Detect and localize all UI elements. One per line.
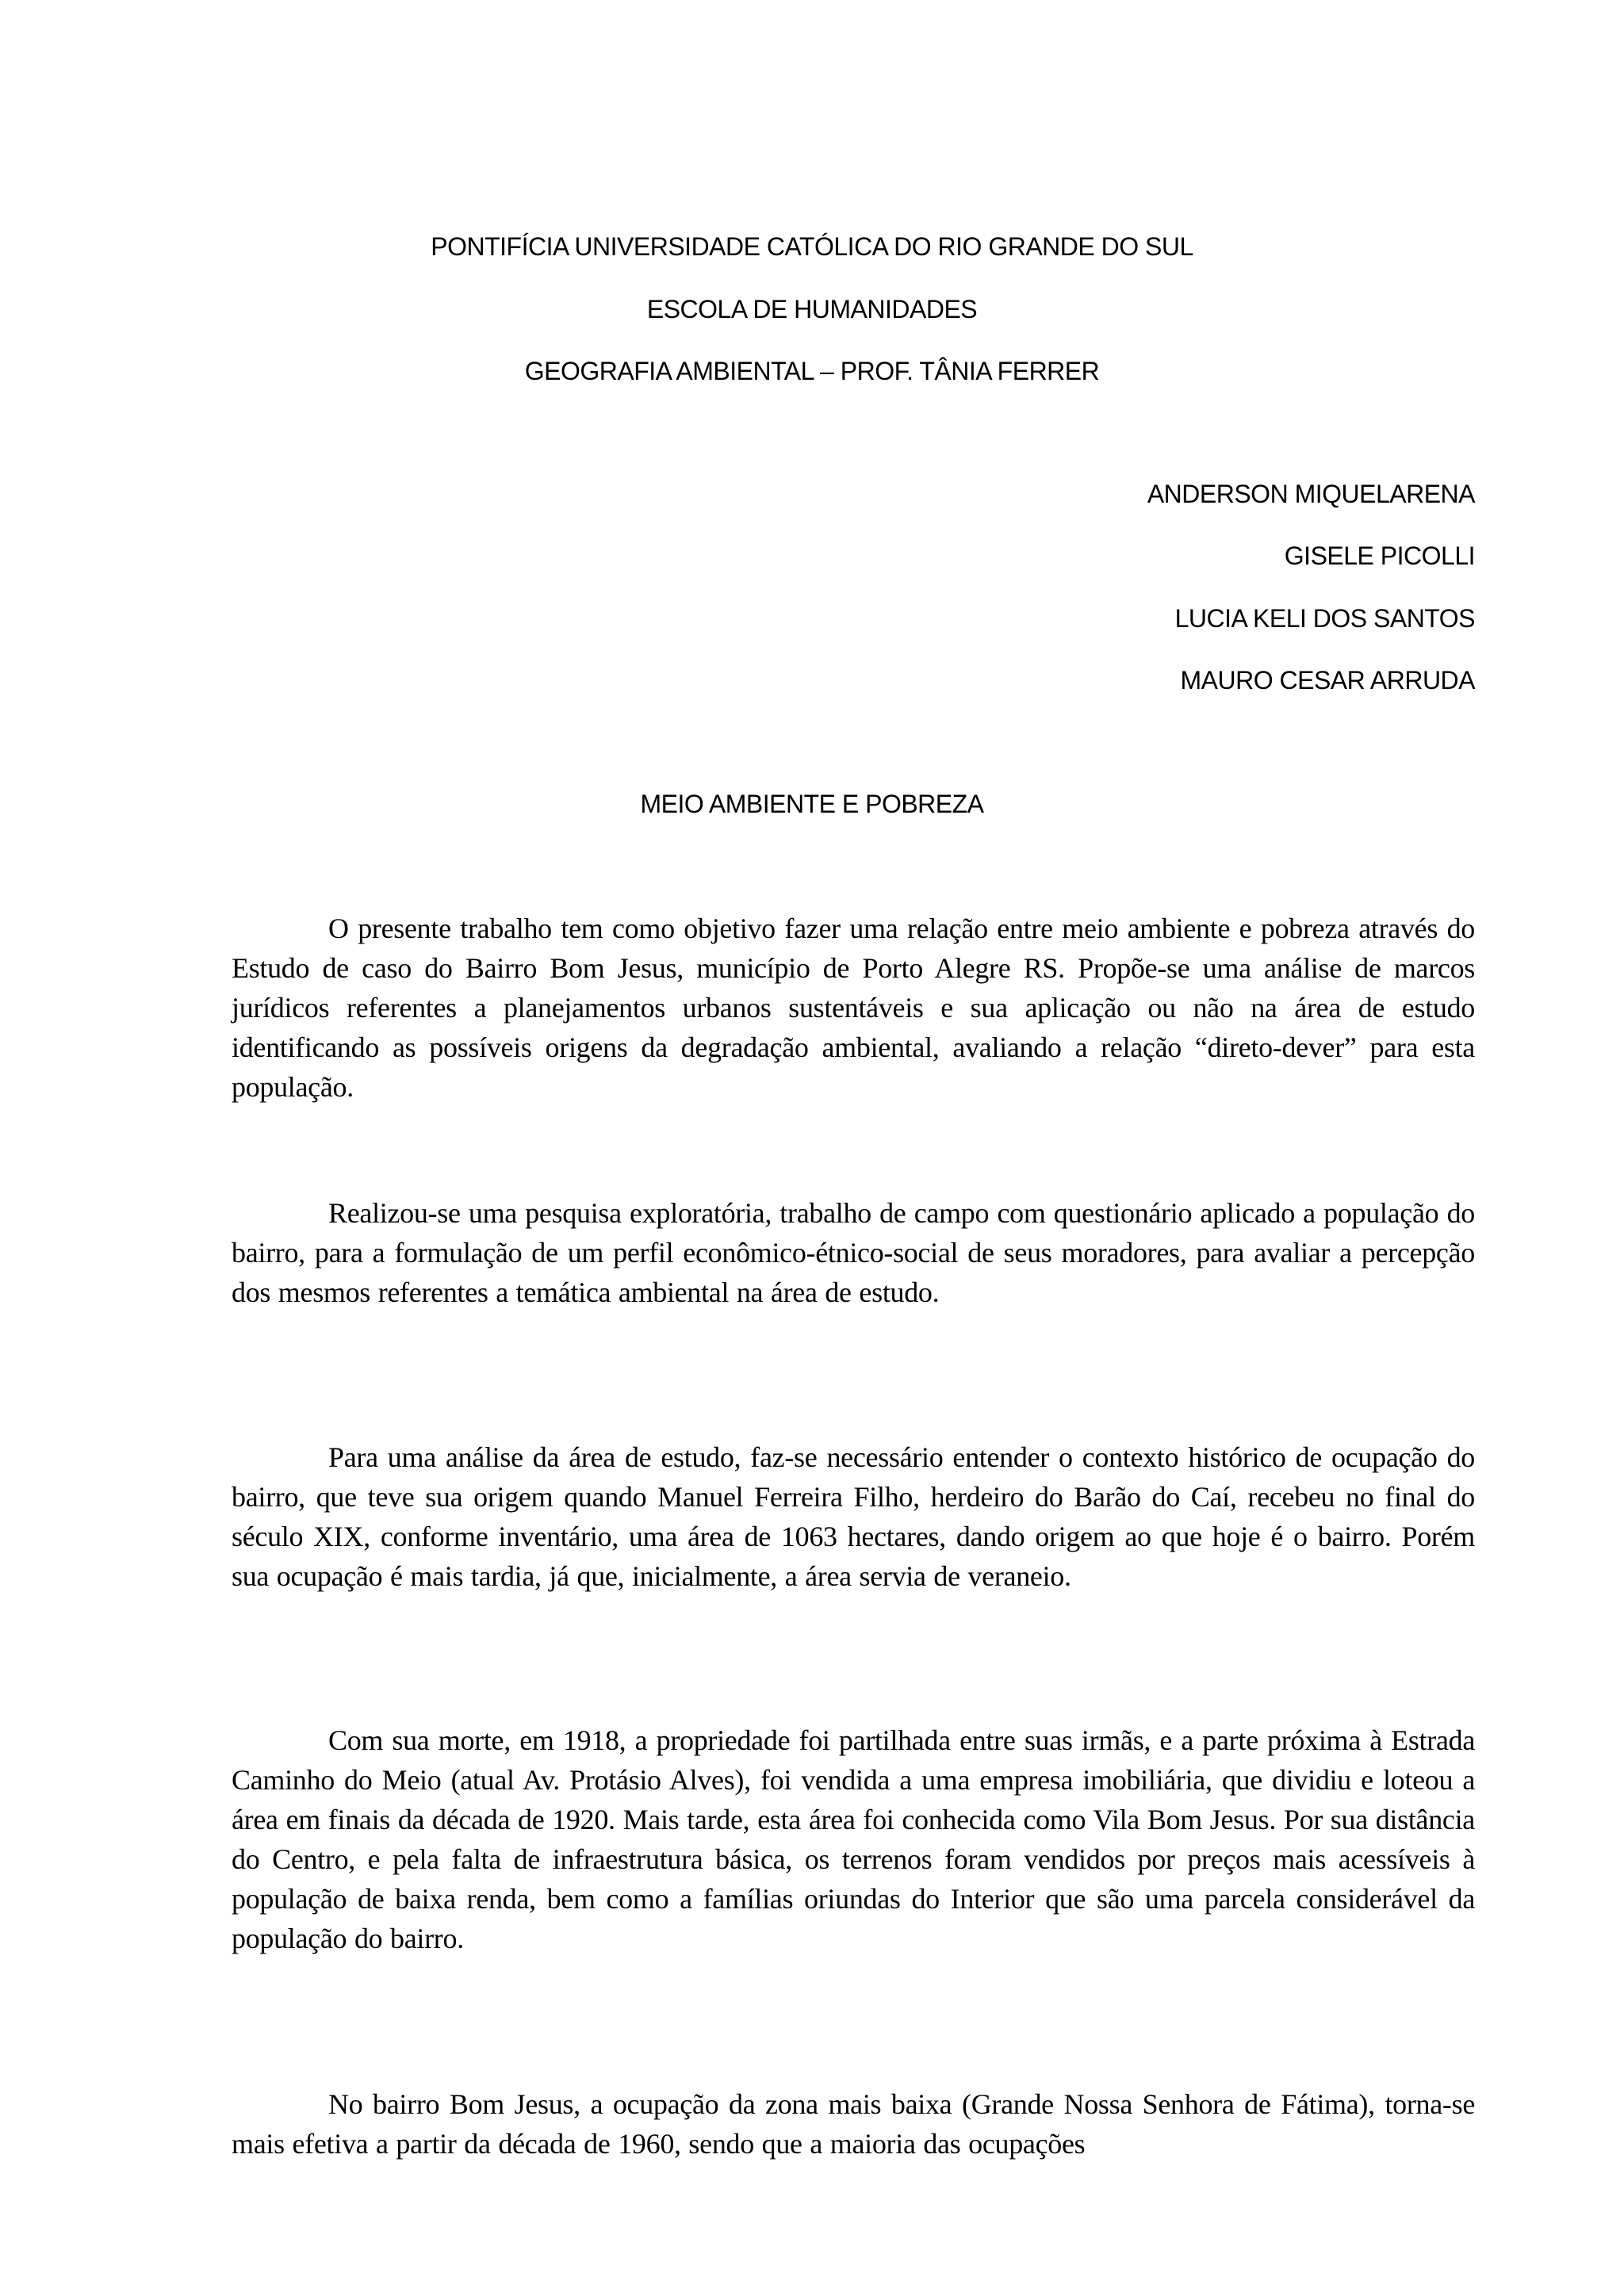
body-paragraph: Realizou-se uma pesquisa exploratória, trabalho de campo com questionário aplicado a população do bairro, para a formulação de um perfil econômico-étnico-social de seus moradores, para avaliar a percepção dos mesmos referentes a temática ambiental na área de estudo. bbox=[232, 1197, 1475, 1308]
university-name: PONTIFÍCIA UNIVERSIDADE CATÓLICA DO RIO GRANDE DO SUL bbox=[431, 232, 1193, 261]
school-name: ESCOLA DE HUMANIDADES bbox=[646, 295, 978, 323]
author-name: ANDERSON MIQUELARENA bbox=[1147, 480, 1475, 508]
body-paragraph: No bairro Bom Jesus, a ocupação da zona mais baixa (Grande Nossa Senhora de Fátima), torna-se mais efetiva a partir da década de 1960, sendo que a maioria das ocupações bbox=[232, 2088, 1475, 2160]
body-paragraph: Com sua morte, em 1918, a propriedade foi partilhada entre suas irmãs, e a parte próxima à Estrada Caminho do Meio (atual Av. Protásio Alves), foi vendida a uma empresa imobiliária, que dividiu e loteou a área em finais da década de 1920. Mais tarde, esta área foi conhecida como Vila Bom Jesus. Por sua distância do Centro, e pela falta de infraestrutura básica, os terrenos foram vendidos por preços mais acessíveis à população de baixa renda, bem como a famílias oriundas do Interior que são uma parcela considerável da população do bairro. bbox=[232, 1724, 1475, 1954]
author-name: GISELE PICOLLI bbox=[1284, 541, 1475, 570]
body-paragraph: Para uma análise da área de estudo, faz-se necessário entender o contexto histórico de ocupação do bairro, que teve sua origem quando Manuel Ferreira Filho, herdeiro do Barão do Caí, recebeu no final do século XIX, conforme inventário, uma área de 1063 hectares, dando origem ao que hoje é o bairro. Porém sua ocupação é mais tardia, já que, inicialmente, a área servia de veraneio. bbox=[232, 1441, 1475, 1592]
document-title: MEIO AMBIENTE E POBREZA bbox=[640, 790, 984, 818]
author-name: MAURO CESAR ARRUDA bbox=[1180, 666, 1475, 695]
author-name: LUCIA KELI DOS SANTOS bbox=[1174, 604, 1475, 633]
body-paragraph: O presente trabalho tem como objetivo fazer uma relação entre meio ambiente e pobreza através do Estudo de caso do Bairro Bom Jesus, município de Porto Alegre RS. Propõe-se uma análise de marcos jurídicos referentes a planejamentos urbanos sustentáveis e sua aplicação ou não na área de estudo identificando as possíveis origens da degradação ambiental, avaliando a relação “direto-dever” para esta população. bbox=[232, 913, 1475, 1103]
course-name: GEOGRAFIA AMBIENTAL – PROF. TÂNIA FERRER bbox=[524, 357, 1100, 385]
